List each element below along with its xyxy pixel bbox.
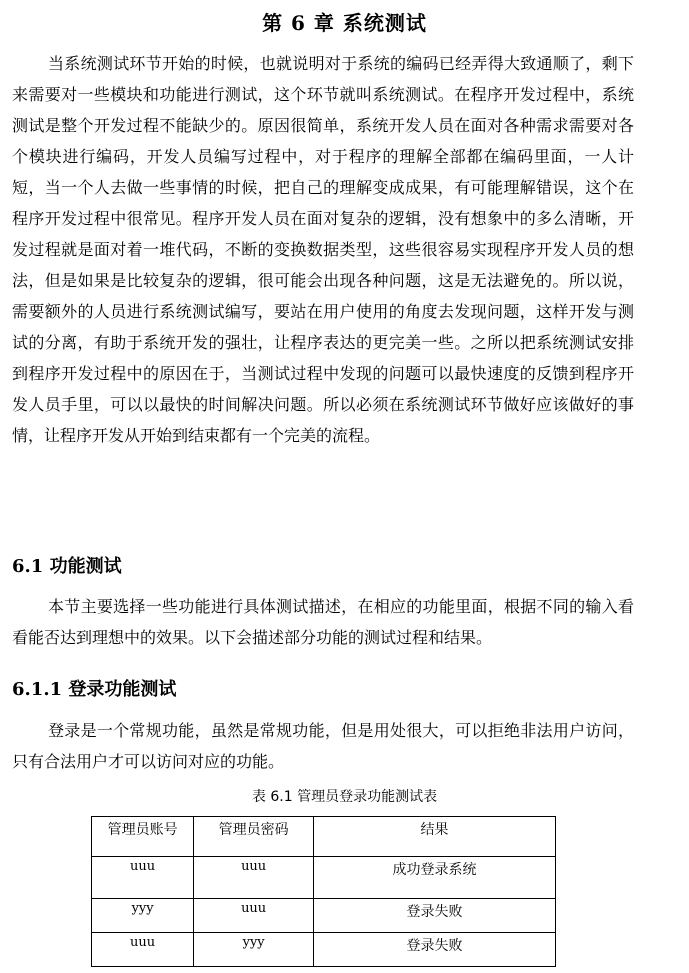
login-test-table (91, 816, 556, 967)
cell-result: 登录失败 (314, 899, 556, 933)
table-caption: 表 6.1 管理员登录功能测试表 (251, 789, 438, 805)
table-row (92, 899, 556, 933)
header-account: 管理员账号 (92, 817, 194, 857)
section-6-1-1-paragraph: 登录是一个常规功能，虽然是常规功能，但是用处很大，可以拒绝非法用户访问，只有合法用户才可以访问对应的功能。 (12, 721, 634, 771)
cell-account: uuu (92, 933, 194, 967)
table-row (92, 857, 556, 899)
cell-password: yyy (194, 933, 314, 967)
header-result: 结果 (314, 817, 556, 857)
table-header-row (92, 817, 556, 857)
cell-account: yyy (92, 899, 194, 933)
section-6-1-1-heading: 6.1.1 登录功能测试 (12, 679, 177, 700)
cell-result: 登录失败 (314, 933, 556, 967)
chapter-intro-paragraph: 当系统测试环节开始的时候，也就说明对于系统的编码已经弄得大致通顺了，剩下来需要对一些模块和功能进行测试，这个环节就叫系统测试。在程序开发过程中，系统测试是整个开发过程不能缺少的。原因很简单，系统开发人员在面对各种需求需要对各个模块进行编码，开发人员编写过程中，对于程序的理解全部都在编码里面，一人计短，当一个人去做一些事情的时候，把自己的理解变成成果，有可能理解错误，这个在程序开发过程中很常见。程序开发人员在面对复杂的逻辑，没有想象中的多么清晰，开发过程就是面对着一堆代码，不断的变换数据类型，这些很容易实现程序开发人员的想法，但是如果是比较复杂的逻辑，很可能会出现各种问题，这是无法避免的。所以说，需要额外的人员进行系统测试编写，要站在用户使用的角度去发现问题，这样开发与测试的分离，有助于系统开发的强壮，让程序表达的更完美一些。之所以把系统测试安排到程序开发过程中的原因在于，当测试过程中发现的问题可以最快速度的反馈到程序开发人员手里，可以以最快的时间解决问题。所以必须在系统测试环节做好应该做好的事情，让程序开发从开始到结束都有一个完美的流程。 (12, 54, 634, 445)
table-row (92, 933, 556, 967)
chapter-title: 第 6 章 系统测试 (262, 11, 427, 35)
cell-account: uuu (92, 857, 194, 899)
cell-result: 成功登录系统 (314, 857, 556, 899)
header-password: 管理员密码 (194, 817, 314, 857)
cell-password: uuu (194, 899, 314, 933)
cell-password: uuu (194, 857, 314, 899)
section-6-1-heading: 6.1 功能测试 (12, 556, 122, 577)
section-6-1-paragraph: 本节主要选择一些功能进行具体测试描述，在相应的功能里面，根据不同的输入看看能否达到理想中的效果。以下会描述部分功能的测试过程和结果。 (12, 597, 634, 647)
